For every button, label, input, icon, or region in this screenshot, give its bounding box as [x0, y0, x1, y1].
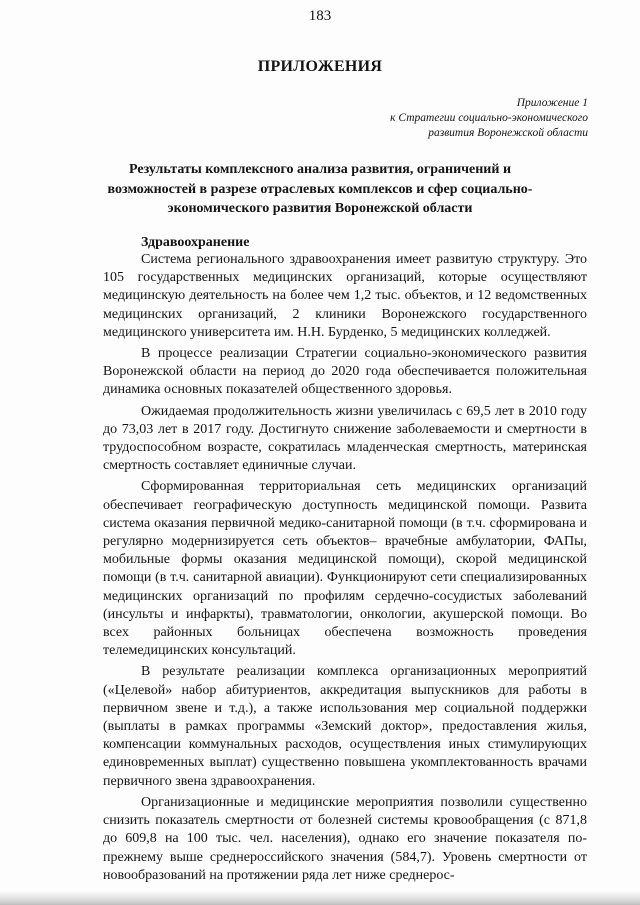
paragraph: Организационные и медицинские мероприятия позволили существенно снизить показатель смертности от болезней системы кровообращения (с 871,8 до 609,8 на 100 тыс. чел. населения), однако его значение показателя по-прежнему выше среднероссийского значения (584,7). Уровень смертности от новообразований на протяжении ряда лет ниже среднерос-: [103, 794, 587, 883]
document-heading: Результаты комплексного анализа развития, ограничений и возможностей в разрезе отраслевых комплексов и сфер социально-экономического развития Воронежской области: [107, 162, 533, 216]
paragraph: Система регионального здравоохранения имеет развитую структуру. Это 105 государственных медицинских организаций, которые осуществляют медицинскую деятельность на более чем 1,2 тыс. объектов, и 12 ведомственных медицинских организаций, 2 клиники Воронежского государственного медицинского университета им. Н.Н. Бурденко, 5 медицинских колледжей.: [103, 252, 587, 340]
appendix-ref-line: к Стратегии социально-экономического: [390, 112, 588, 124]
paragraph: В процессе реализации Стратегии социально-экономического развития Воронежской области на период до 2020 года обеспечивается положительная динамика основных показателей общественного здоровья.: [103, 346, 587, 398]
body-text: [103, 251, 587, 888]
section-title: ПРИЛОЖЕНИЯ: [257, 58, 383, 75]
paragraph: Ожидаемая продолжительность жизни увеличилась с 69,5 лет в 2010 году до 73,03 лет в 2017 году. Достигнуто снижение заболеваемости и смертности в трудоспособном возрасте, сократилась младенческая смертность, материнская смертность составляет единичные случаи.: [103, 403, 587, 474]
page-number: 183: [308, 8, 332, 24]
scan-bottom-edge: [0, 891, 640, 905]
subsection-title: Здравоохранение: [141, 235, 250, 250]
paragraph: Сформированная территориальная сеть медицинских организаций обеспечивает географическую доступность медицинской помощи. Развита система оказания первичной медико-санитарной помощи (в т.ч. сформирована и регулярно модернизируется сеть объектов– врачебные амбулатории, ФАПы, мобильные формы оказания медицинской помощи), скорой медицинской помощи (в т.ч. санитарной авиации). Функционируют сети специализированных медицинских организаций по профилям сердечно-сосудистых заболеваний (инсульты и инфаркты), травматологии, онкологии, акушерской помощи. Во всех районных больницах обеспечена возможность проведения телемедицинских консультаций.: [103, 479, 587, 659]
paragraph: В результате реализации комплекса организационных мероприятий («Целевой» набор абитуриентов, аккредитация выпускников для работы в первичном звене и т.д.), а также использования мер социальной поддержки (выплаты в рамках программы «Земский доктор», предоставления жилья, компенсации коммунальных расходов, осуществления иных стимулирующих единовременных выплат) существенно повышена укомплектованность врачами первичного звена здравоохранения.: [103, 664, 587, 789]
appendix-ref-line: Приложение 1: [516, 97, 588, 109]
appendix-ref-line: развития Воронежской области: [428, 127, 588, 139]
appendix-reference: [288, 96, 588, 141]
